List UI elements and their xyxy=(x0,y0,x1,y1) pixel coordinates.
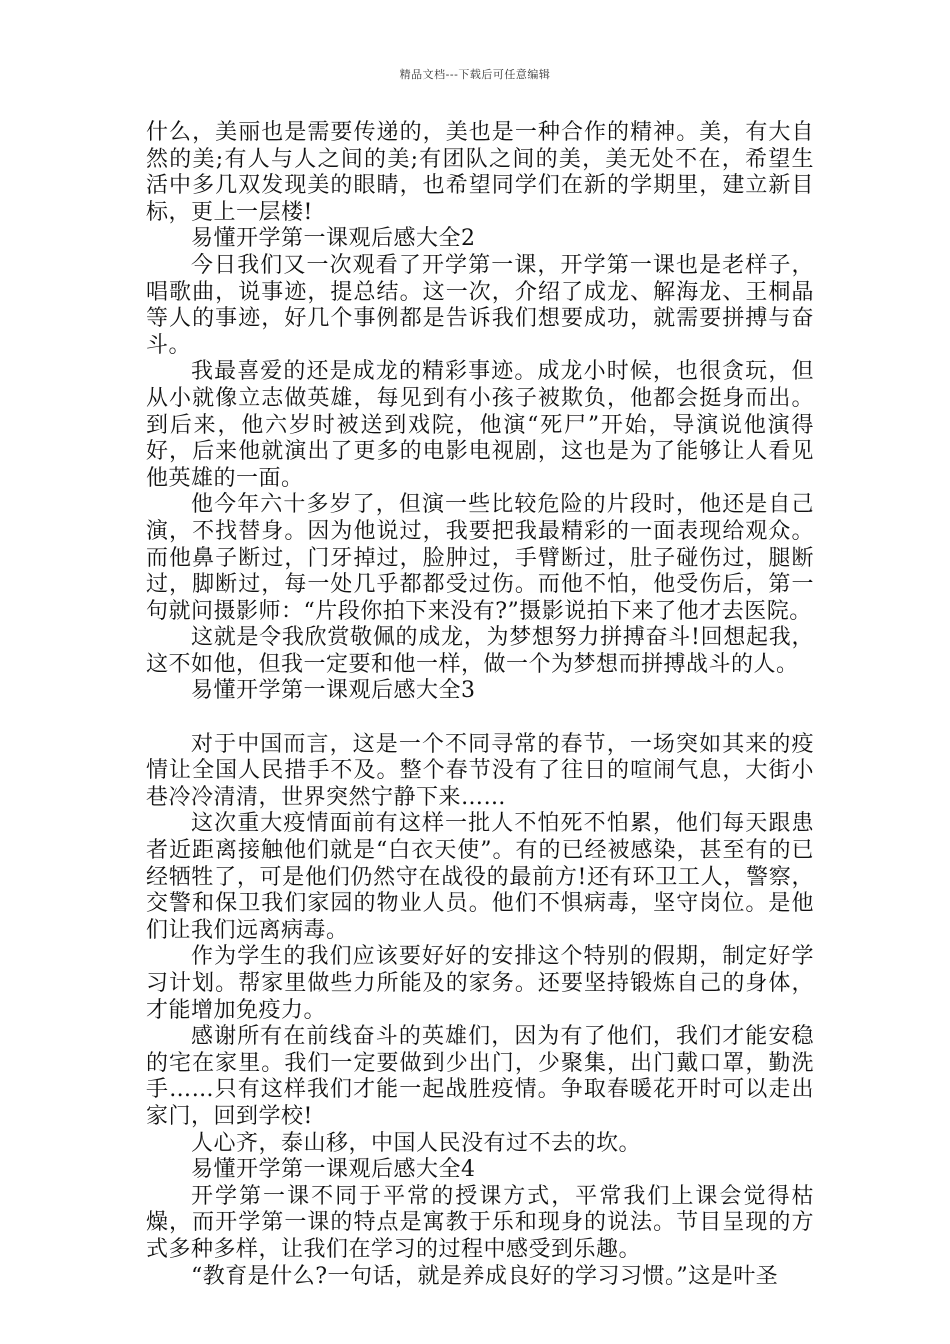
paragraph: 我最喜爱的还是成龙的精彩事迹。成龙小时候，也很贪玩，但从小就像立志做英雄，每见到有小孩子被欺负，他都会挺身而出。到后来，他六岁时被送到戏院，他演“死尸”开始，导演说他演得好，后来他就演出了更多的电影电视剧，这也是为了能够让人看见他英雄的一面。 xyxy=(146,359,814,491)
section-heading: 易懂开学第一课观后感大全4 xyxy=(191,1157,476,1183)
paragraph: “教育是什么?一句话，就是养成良好的学习习惯。”这是叶圣 xyxy=(191,1263,779,1289)
paragraph: 这就是令我欣赏敬佩的成龙，为梦想努力拼搏奋斗!回想起我，这不如他，但我一定要和他一样，做一个为梦想而拼搏战斗的人。 xyxy=(146,625,814,677)
blank-line xyxy=(146,705,814,732)
section-heading: 易懂开学第一课观后感大全2 xyxy=(191,226,476,252)
paragraph: 对于中国而言，这是一个不同寻常的春节，一场突如其来的疫情让全国人民措手不及。整个春节没有了往日的喧闹气息，大街小巷冷冷清清，世界突然宁静下来…… xyxy=(146,731,814,810)
paragraph: 这次重大疫情面前有这样一批人不怕死不怕累，他们每天跟患者近距离接触他们就是“白衣天使”。有的已经被感染，甚至有的已经牺牲了，可是他们仍然守在战役的最前方!还有环卫工人，警察，交警和保卫我们家园的物业人员。他们不惧病毒，坚守岗位。是他们让我们远离病毒。 xyxy=(146,811,814,943)
paragraph: 什么，美丽也是需要传递的，美也是一种合作的精神。美，有大自然的美;有人与人之间的美;有团队之间的美，美无处不在，希望生活中多几双发现美的眼睛，也希望同学们在新的学期里，建立新目标，更上一层楼! xyxy=(146,120,814,225)
document-body xyxy=(146,120,814,1290)
paragraph: 作为学生的我们应该要好好的安排这个特别的假期，制定好学习计划。帮家里做些力所能及的家务。还要坚持锻炼自己的身体，才能增加免疫力。 xyxy=(146,944,814,1023)
paragraph: 他今年六十多岁了，但演一些比较危险的片段时，他还是自己演，不找替身。因为他说过，我要把我最精彩的一面表现给观众。而他鼻子断过，门牙掉过，脸肿过，手臂断过，肚子碰伤过，腿断过，脚断过，每一处几乎都都受过伤。而他不怕，他受伤后，第一句就问摄影师：“片段你拍下来没有?”摄影说拍下来了他才去医院。 xyxy=(146,492,814,624)
paragraph: 今日我们又一次观看了开学第一课，开学第一课也是老样子，唱歌曲，说事迹，提总结。这一次，介绍了成龙、解海龙、王桐晶等人的事迹，好几个事例都是告诉我们想要成功，就需要拼搏与奋斗。 xyxy=(146,252,814,358)
paragraph: 感谢所有在前线奋斗的英雄们，因为有了他们，我们才能安稳的宅在家里。我们一定要做到少出门，少聚集，出门戴口罩，勤洗手……只有这样我们才能一起战胜疫情。争取春暖花开时可以走出家门，回到学校! xyxy=(146,1024,814,1129)
paragraph: 人心齐，泰山移，中国人民没有过不去的坎。 xyxy=(191,1130,642,1156)
section-heading: 易懂开学第一课观后感大全3 xyxy=(191,678,476,704)
paragraph: 开学第一课不同于平常的授课方式，平常我们上课会觉得枯燥，而开学第一课的特点是寓教于乐和现身的说法。节目呈现的方式多种多样，让我们在学习的过程中感受到乐趣。 xyxy=(146,1183,814,1262)
page-header: 精品文档---下载后可任意编辑 xyxy=(399,68,551,81)
